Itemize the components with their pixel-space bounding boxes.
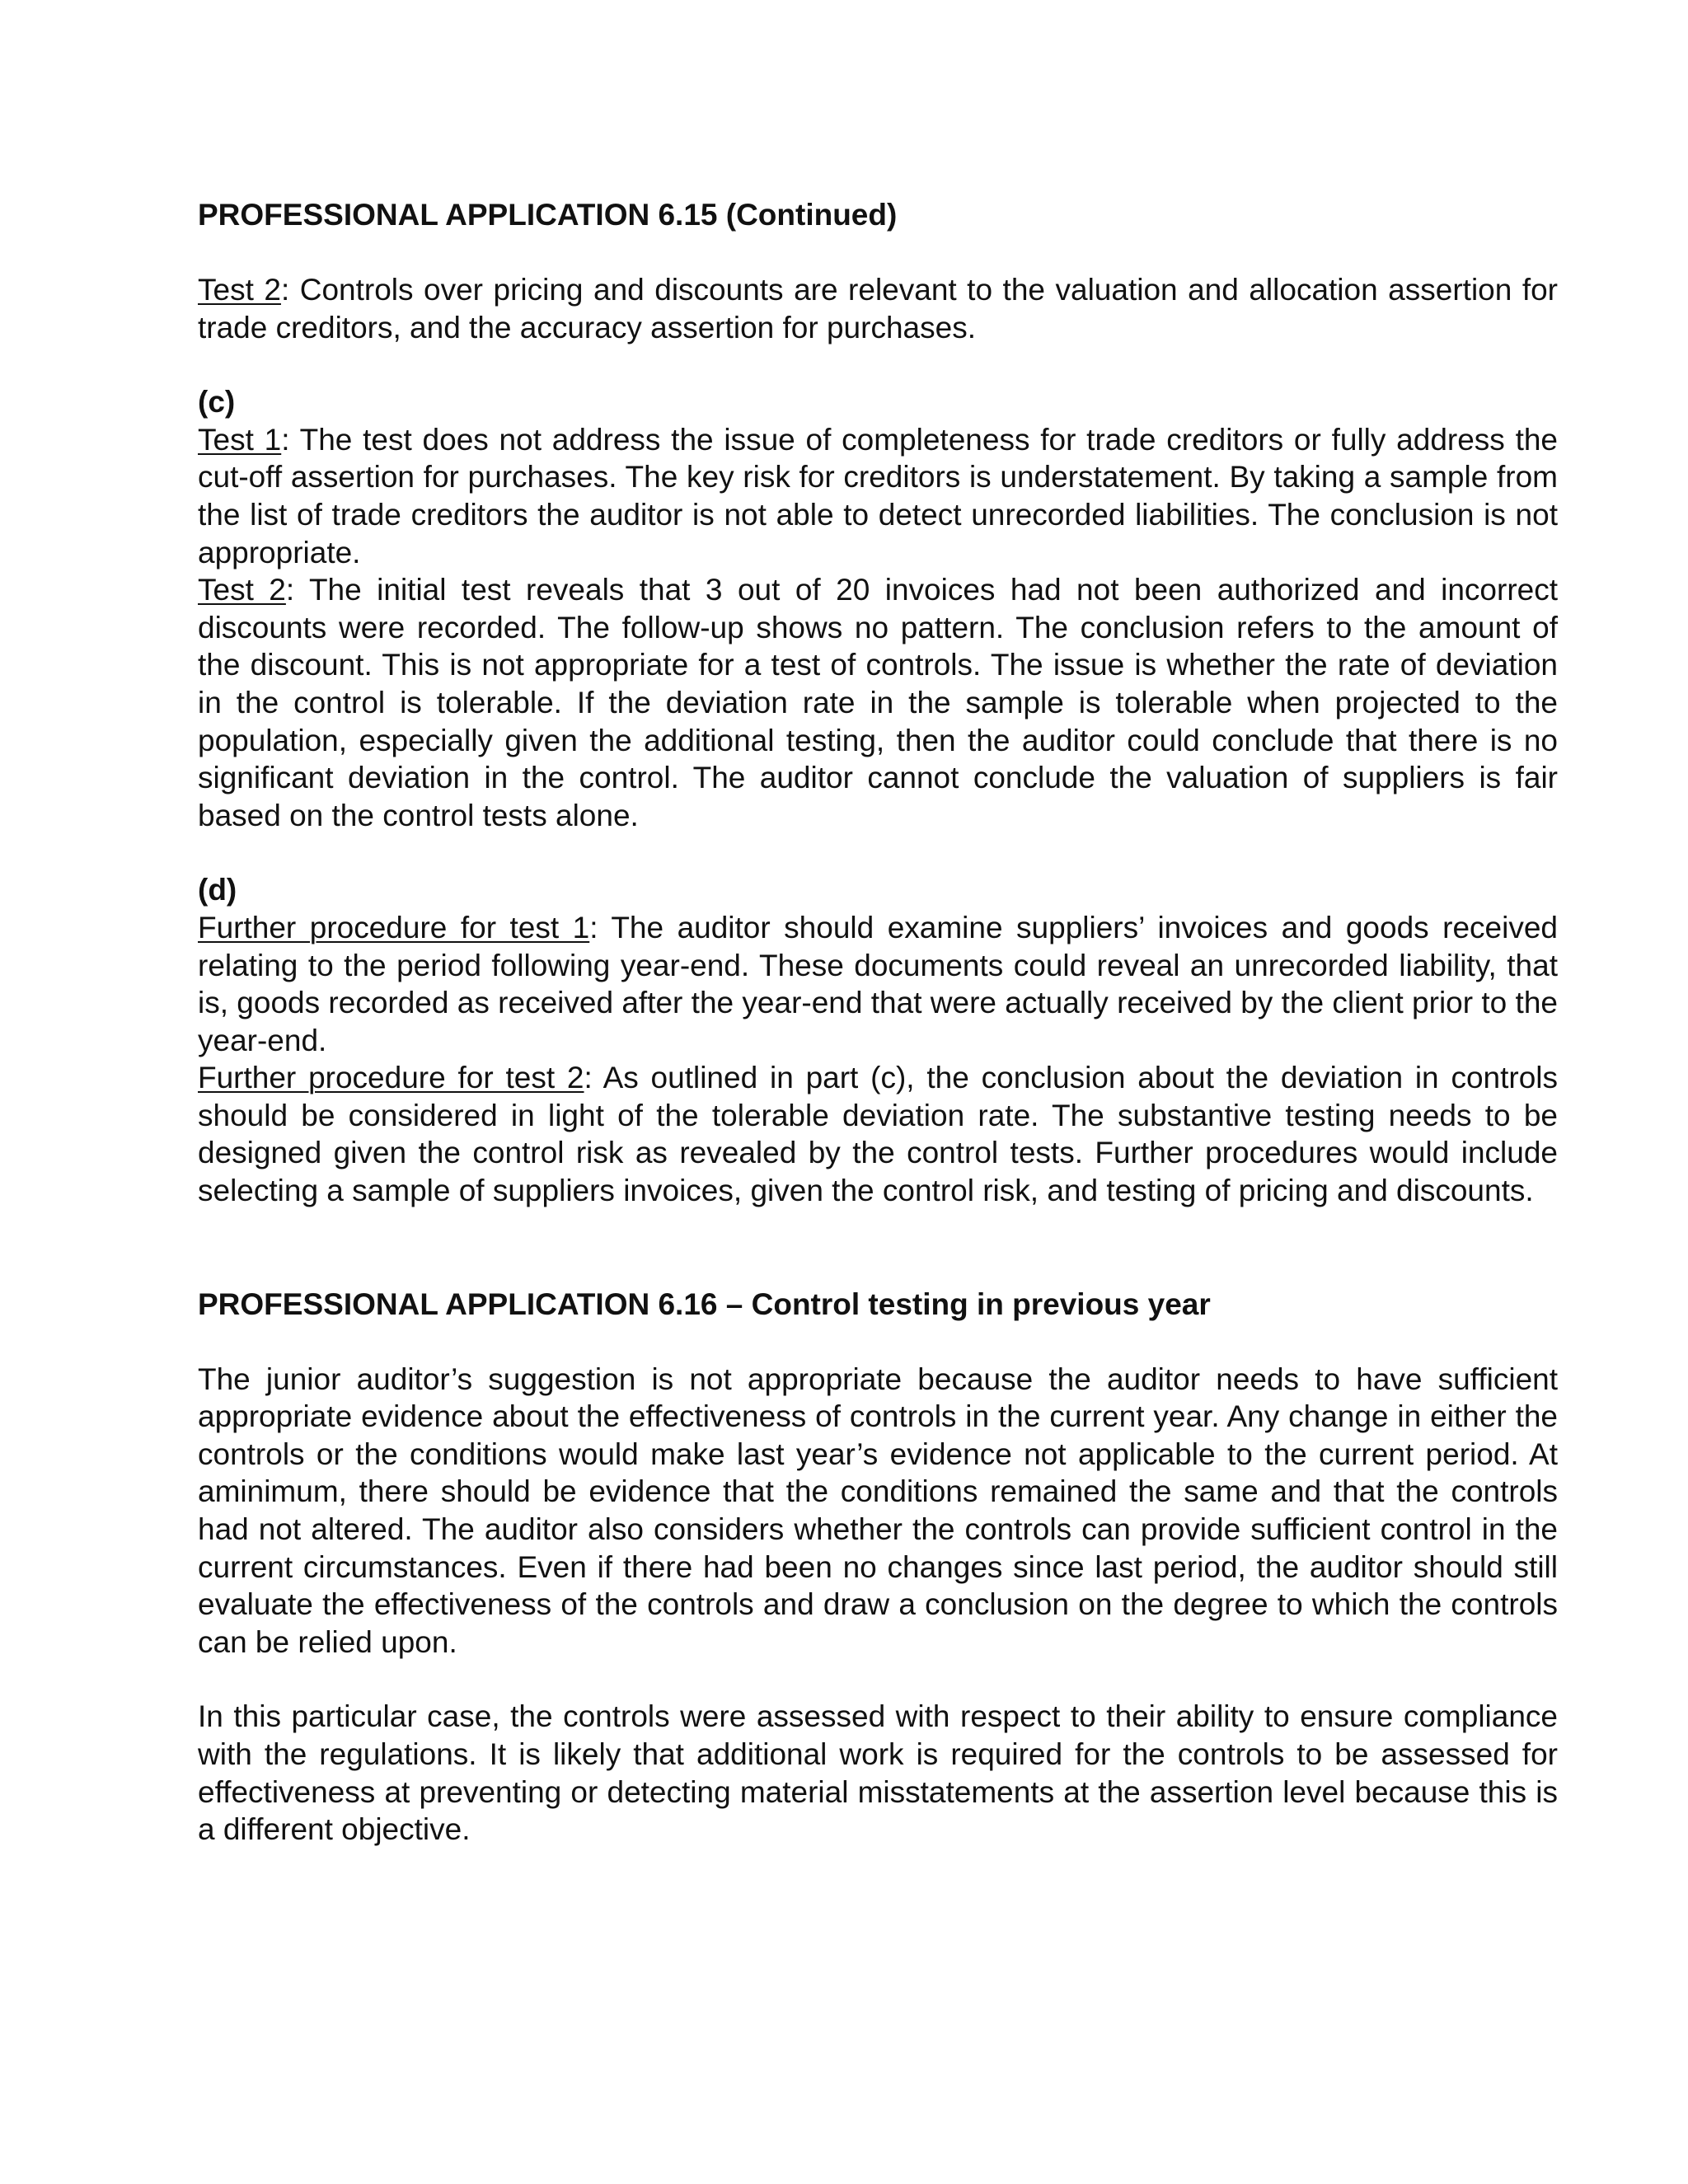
part-d-procedure2-paragraph — [198, 1059, 1558, 1209]
section-6-16-paragraph-2: In this particular case, the controls were assessed with respect to their ability to ensure compliance with the regulations. It is likely that additional work is required for the controls to be assessed for effectiveness at preventing or detecting material misstatements at the assertion level because this is a different objective. — [198, 1699, 1558, 1847]
part-c-test1-lead: Test 1 — [198, 422, 282, 457]
section-6-15-heading: PROFESSIONAL APPLICATION 6.15 (Continued) — [198, 198, 898, 232]
part-d-procedure1-lead: Further procedure for test 1 — [198, 910, 590, 944]
part-d-procedure1-text: : The auditor should examine suppliers’ invoices and goods received relating to the period following year-end. These documents could reveal an unrecorded liability, that is, goods recorded as received after the year-end that were actually received by the client prior to the year-end. — [198, 910, 1558, 1057]
section-6-16-heading: PROFESSIONAL APPLICATION 6.16 – Control testing in previous year — [198, 1286, 1211, 1321]
test2-intro-lead: Test 2 — [198, 273, 281, 307]
test2-intro-paragraph — [198, 271, 1558, 346]
part-c-test1-text: : The test does not address the issue of completeness for trade creditors or fully address the cut-off assertion for purchases. The key risk for creditors is understatement. By taking a sample from the list of trade creditors the auditor is not able to detect unrecorded liabilities. The conclusion is not appropriate. — [198, 422, 1559, 569]
section-6-15 — [198, 196, 1558, 1210]
document-page — [198, 196, 1558, 1849]
part-c-label: (c) — [198, 385, 236, 419]
part-d-procedure2-text: : As outlined in part (c), the conclusion about the deviation in controls should be considered in light of the tolerable deviation rate. The substantive testing needs to be designed given the control risk as revealed by the control tests. Further procedures would include selecting a sample of suppliers invoices, given the control risk, and testing of pricing and discounts. — [198, 1061, 1558, 1208]
part-c-test2-paragraph — [198, 571, 1558, 834]
part-c-test1-paragraph — [198, 421, 1558, 571]
test2-intro-text: : Controls over pricing and discounts are relevant to the valuation and allocation assertion for trade creditors, and the accuracy assertion for purchases. — [198, 273, 1558, 344]
section-6-16-paragraph-1: The junior auditor’s suggestion is not appropriate because the auditor needs to have sufficient appropriate evidence about the effectiveness of controls in the current year. Any change in either the controls or the conditions would make last year’s evidence not applicable to the current period. At aminimum, there should be evidence that the conditions remained the same and that the controls had not altered. The auditor also considers whether the controls can provide sufficient control in the current circumstances. Even if there had been no changes since last period, the auditor should still evaluate the effectiveness of the controls and draw a conclusion on the degree to which the controls can be relied upon. — [198, 1361, 1558, 1659]
part-c-test2-text: : The initial test reveals that 3 out of 20 invoices had not been authorized and incorrect discounts were recorded. The follow-up shows no pattern. The conclusion refers to the amount of the discount. This is not appropriate for a test of controls. The issue is whether the rate of deviation in the control is tolerable. If the deviation rate in the sample is tolerable when projected to the population, especially given the additional testing, then the auditor could conclude that there is no significant deviation in the control. The auditor cannot conclude the valuation of suppliers is fair based on the control tests alone. — [198, 573, 1558, 832]
part-d-label: (d) — [198, 873, 237, 907]
part-d-procedure1-paragraph — [198, 909, 1558, 1059]
part-d-procedure2-lead: Further procedure for test 2 — [198, 1061, 584, 1095]
section-6-16 — [198, 1286, 1558, 1849]
part-c-test2-lead: Test 2 — [198, 573, 286, 607]
